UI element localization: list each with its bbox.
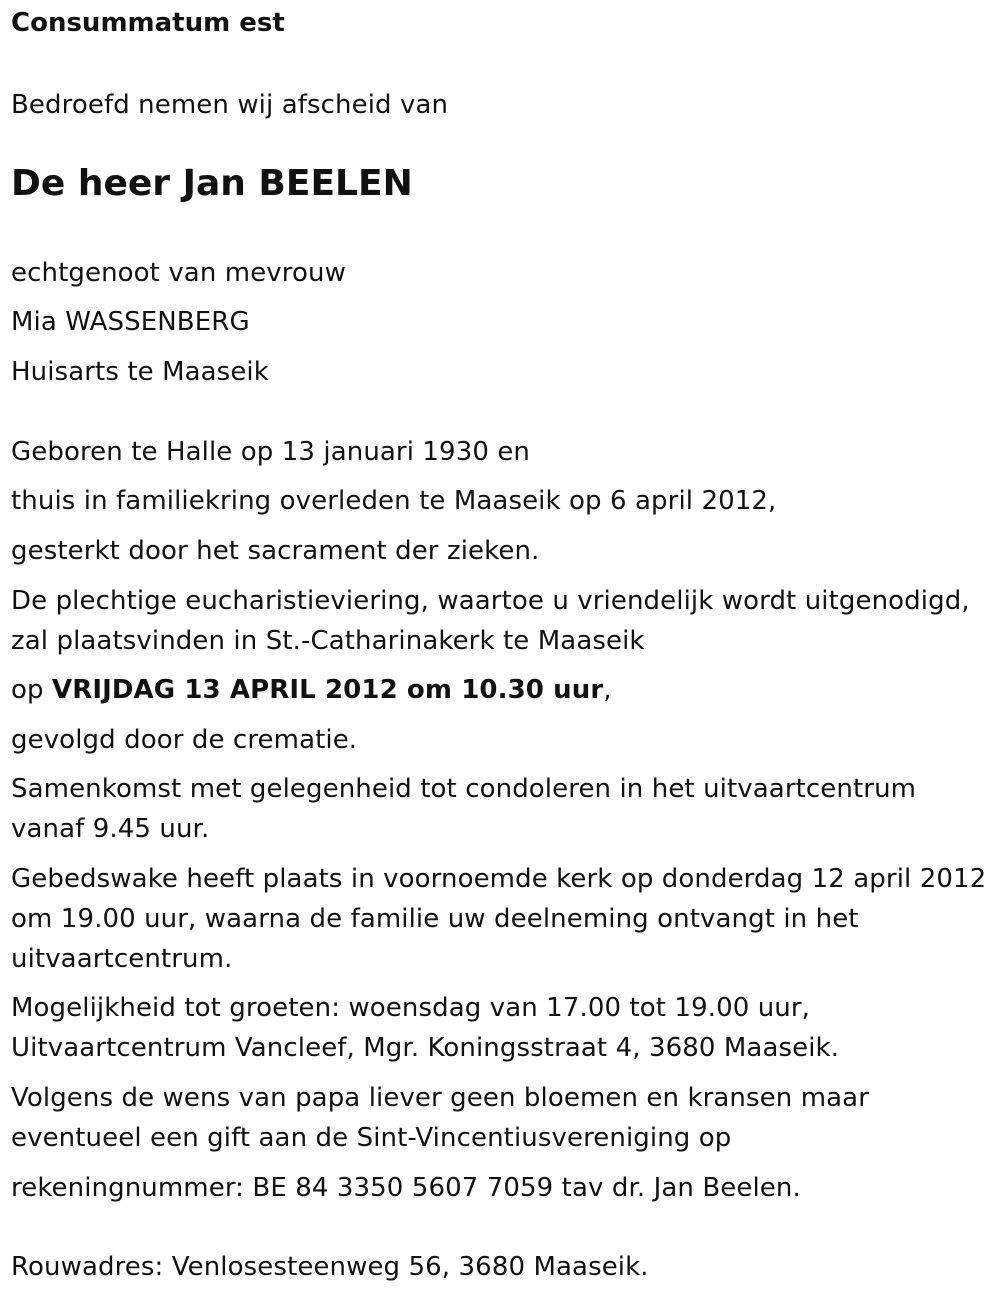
wish-line-2: eventueel een gift aan de Sint-Vincentiusvereniging op: [11, 1123, 732, 1153]
intro-line: Bedroefd nemen wij afscheid van: [11, 90, 449, 120]
wake-line-1: Gebedswake heeft plaats in voornoemde kerk op donderdag 12 april 2012: [11, 864, 987, 894]
died-line: thuis in familiekring overleden te Maaseik op 6 april 2012,: [11, 486, 777, 516]
sacrament-line: gesterkt door het sacrament der zieken.: [11, 536, 540, 566]
mourning-address: Rouwadres: Venlosesteenweg 56, 3680 Maaseik.: [11, 1252, 649, 1282]
visit-line-2: Uitvaartcentrum Vancleef, Mgr. Koningsstraat 4, 3680 Maaseik.: [11, 1033, 840, 1063]
account-line: rekeningnummer: BE 84 3350 5607 7059 tav dr. Jan Beelen.: [11, 1173, 801, 1203]
mass-line-1: De plechtige eucharistieviering, waartoe u vriendelijk wordt uitgenodigd,: [11, 586, 970, 616]
deceased-name: De heer Jan BEELEN: [11, 163, 413, 204]
cremation-line: gevolgd door de crematie.: [11, 725, 358, 755]
mass-date-suffix: ,: [603, 675, 612, 705]
mass-date-bold: VRIJDAG 13 APRIL 2012 om 10.30 uur: [51, 675, 604, 705]
born-line: Geboren te Halle op 13 januari 1930 en: [11, 437, 531, 467]
mass-date-line: [11, 675, 612, 705]
gathering-line-1: Samenkomst met gelegenheid tot condoleren in het uitvaartcentrum: [11, 774, 917, 804]
wake-line-3: uitvaartcentrum.: [11, 944, 233, 974]
spouse-line-2: Mia WASSENBERG: [11, 307, 250, 337]
mass-date-prefix: op: [11, 675, 52, 705]
wake-line-2: om 19.00 uur, waarna de familie uw deelneming ontvangt in het: [11, 904, 859, 934]
wish-line-1: Volgens de wens van papa liever geen bloemen en kransen maar: [11, 1083, 869, 1113]
header-title: Consummatum est: [11, 8, 285, 38]
spouse-line-3: Huisarts te Maaseik: [11, 357, 269, 387]
gathering-line-2: vanaf 9.45 uur.: [11, 814, 210, 844]
spouse-line-1: echtgenoot van mevrouw: [11, 258, 346, 288]
mass-line-2: zal plaatsvinden in St.-Catharinakerk te Maaseik: [11, 626, 645, 656]
visit-line-1: Mogelijkheid tot groeten: woensdag van 17.00 tot 19.00 uur,: [11, 993, 811, 1023]
